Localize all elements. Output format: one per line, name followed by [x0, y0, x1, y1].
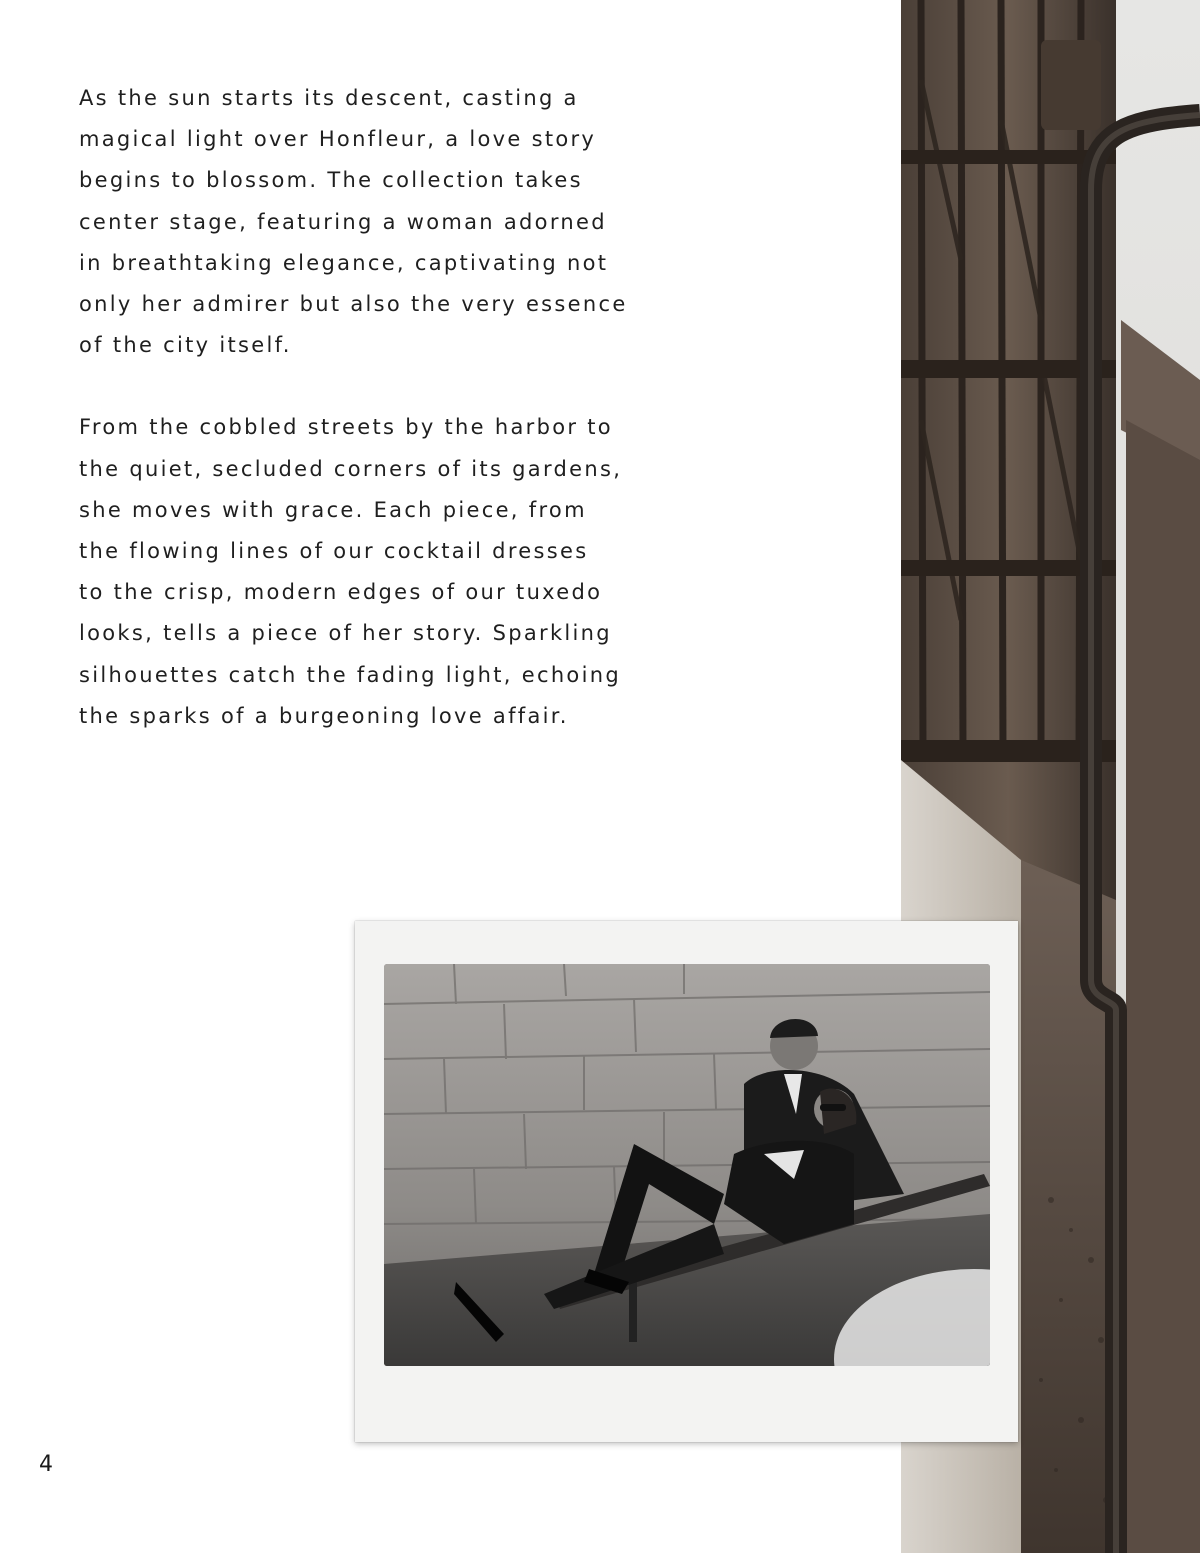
article-text — [79, 78, 639, 737]
paragraph-2 — [79, 407, 639, 737]
paragraph-1 — [79, 78, 639, 366]
text-line: begins to blossom. The collection takes — [79, 168, 583, 193]
polaroid-print — [355, 921, 1018, 1442]
text-line: the flowing lines of our cocktail dresses — [79, 539, 589, 564]
text-line: center stage, featuring a woman adorned — [79, 209, 607, 234]
text-line: the quiet, secluded corners of its gardens, — [79, 456, 623, 481]
text-line: From the cobbled streets by the harbor to — [79, 415, 613, 440]
text-line: As the sun starts its descent, casting a — [79, 86, 579, 110]
text-line: in breathtaking elegance, captivating not — [79, 250, 609, 275]
text-line: looks, tells a piece of her story. Sparkling — [79, 621, 612, 646]
text-line: silhouettes catch the fading light, echoing — [79, 662, 621, 687]
text-line: only her admirer but also the very essence — [79, 292, 628, 317]
text-line: magical light over Honfleur, a love story — [79, 127, 597, 152]
text-line: to the crisp, modern edges of our tuxedo — [79, 580, 603, 605]
text-line: of the city itself. — [79, 333, 292, 358]
couple-on-bench-photo — [384, 964, 990, 1366]
text-line: the sparks of a burgeoning love affair. — [79, 703, 569, 728]
page-number: 4 — [39, 1452, 53, 1477]
text-line: she moves with grace. Each piece, from — [79, 497, 587, 522]
